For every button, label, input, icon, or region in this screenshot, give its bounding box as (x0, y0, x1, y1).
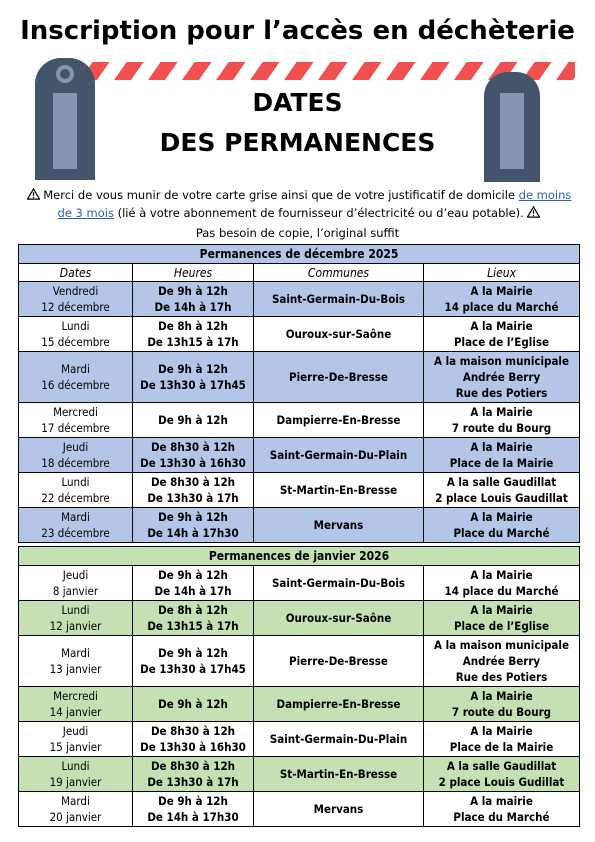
column-header-heures: Heures (133, 264, 254, 282)
cell-date-line: Lundi (61, 319, 90, 333)
cell-lieu (424, 438, 580, 473)
cell-date (19, 722, 133, 757)
cell-lieu-line: A la Mairie (470, 689, 533, 703)
cell-date (19, 352, 133, 403)
cell-date (19, 792, 133, 827)
cell-commune: Ouroux-sur-Saône (254, 317, 424, 352)
cell-hours-line: De 13h30 à 17h (147, 491, 239, 505)
cell-lieu (424, 722, 580, 757)
table-row (19, 508, 580, 543)
cell-hours (133, 757, 254, 792)
cell-commune: Saint-Germain-Du-Bois (254, 566, 424, 601)
cell-lieu-line: Rue des Potiers (455, 386, 548, 400)
cell-hours (133, 792, 254, 827)
cell-hours-line: De 13h30 à 17h45 (140, 662, 246, 676)
cell-hours-line: De 14h à 17h (154, 300, 232, 314)
cell-lieu (424, 687, 580, 722)
cell-date-line: Mardi (61, 646, 90, 660)
table-row (19, 473, 580, 508)
cell-lieu-line: 7 route du Bourg (451, 705, 552, 719)
cell-hours (133, 403, 254, 438)
cell-date-line: Lundi (61, 603, 90, 617)
cell-lieu-line: Andrée Berry (462, 370, 541, 384)
december-rows (19, 282, 580, 543)
cell-date-line: 15 décembre (41, 335, 110, 349)
cell-lieu-line: A la Mairie (470, 405, 533, 419)
cell-hours (133, 636, 254, 687)
cell-hours-line: De 13h30 à 16h30 (140, 456, 246, 470)
cell-date-line: Mardi (61, 362, 90, 376)
cell-lieu-line: A la maison municipale (434, 354, 569, 368)
cell-lieu-line: A la maison municipale (434, 638, 569, 652)
cell-date-line: 18 décembre (41, 456, 110, 470)
cell-date (19, 508, 133, 543)
cell-commune: Ouroux-sur-Saône (254, 601, 424, 636)
cell-hours-line: De 13h30 à 17h (147, 775, 239, 789)
cell-lieu-line: A la salle Gaudillat (446, 475, 557, 489)
cell-lieu (424, 636, 580, 687)
cell-date-line: Mercredi (53, 405, 98, 419)
cell-hours (133, 317, 254, 352)
cell-hours-line: De 9h à 12h (158, 510, 228, 524)
column-header-dates: Dates (19, 264, 133, 282)
cell-date-line: 12 décembre (41, 300, 110, 314)
cell-hours-line: De 14h à 17h (154, 584, 232, 598)
cell-date-line: 22 décembre (41, 491, 110, 505)
cell-lieu-line: Place du Marché (453, 526, 550, 540)
december-section-title: Permanences de décembre 2025 (19, 245, 580, 264)
cell-lieu (424, 757, 580, 792)
notice-part2: (lié à votre abonnement de fournisseur d’électricité ou d’eau potable). (113, 206, 528, 220)
cell-date (19, 757, 133, 792)
table-row (19, 317, 580, 352)
cell-lieu-line: 2 place Louis Gaudillat (435, 491, 568, 505)
cell-date-line: 17 décembre (41, 421, 110, 435)
january-rows (19, 566, 580, 827)
cell-lieu-line: Place de la Mairie (449, 456, 554, 470)
cell-hours-line: De 8h à 12h (158, 319, 228, 333)
cell-lieu (424, 508, 580, 543)
cell-lieu-line: Andrée Berry (462, 654, 541, 668)
cell-date-line: 13 janvier (49, 662, 102, 676)
subtitle-dates: DATES (252, 88, 343, 117)
cell-date-line: Jeudi (62, 440, 89, 454)
cell-hours-line: De 8h30 à 12h (150, 440, 236, 454)
cell-date (19, 473, 133, 508)
left-barrier-post (35, 58, 95, 180)
cell-hours (133, 438, 254, 473)
cell-lieu-line: A la Mairie (470, 510, 533, 524)
cell-hours (133, 722, 254, 757)
cell-commune: Mervans (254, 508, 424, 543)
cell-commune: Mervans (254, 792, 424, 827)
cell-hours-line: De 8h30 à 12h (150, 724, 236, 738)
cell-lieu-line: A la Mairie (470, 284, 533, 298)
cell-hours-line: De 9h à 12h (158, 413, 228, 427)
cell-lieu (424, 792, 580, 827)
cell-commune: Saint-Germain-Du-Bois (254, 282, 424, 317)
cell-lieu-line: A la mairie (470, 794, 533, 808)
cell-hours-line: De 9h à 12h (158, 794, 228, 808)
column-header-communes: Communes (254, 264, 424, 282)
cell-date (19, 282, 133, 317)
cell-date (19, 601, 133, 636)
notice-copy-note: Pas besoin de copie, l’original suffit (195, 226, 400, 240)
cell-commune: St-Martin-En-Bresse (254, 757, 424, 792)
table-row (19, 282, 580, 317)
cell-commune: St-Martin-En-Bresse (254, 473, 424, 508)
cell-commune: Dampierre-En-Bresse (254, 403, 424, 438)
cell-date-line: Jeudi (62, 568, 89, 582)
december-schedule-table (18, 244, 580, 543)
cell-hours-line: De 9h à 12h (158, 697, 228, 711)
cell-lieu-line: 14 place du Marché (444, 300, 559, 314)
cell-date-line: Mardi (61, 510, 90, 524)
notice-text (25, 186, 573, 222)
cell-lieu (424, 403, 580, 438)
notice-link[interactable]: de moins de 3 mois (57, 188, 572, 220)
cell-date (19, 566, 133, 601)
cell-hours-line: De 13h15 à 17h (147, 619, 239, 633)
cell-hours-line: De 14h à 17h30 (147, 810, 239, 824)
cell-hours-line: De 8h30 à 12h (150, 759, 236, 773)
cell-lieu-line: A la Mairie (470, 440, 533, 454)
cell-hours (133, 508, 254, 543)
cell-date-line: 12 janvier (49, 619, 102, 633)
table-row (19, 722, 580, 757)
cell-hours (133, 473, 254, 508)
cell-lieu-line: A la Mairie (470, 319, 533, 333)
notice-part1: Merci de vous munir de votre carte grise ainsi que de votre justificatif de domicile (39, 188, 519, 202)
table-row (19, 792, 580, 827)
cell-date-line: 16 décembre (41, 378, 110, 392)
cell-date (19, 317, 133, 352)
cell-hours (133, 566, 254, 601)
cell-lieu-line: 14 place du Marché (444, 584, 559, 598)
cell-date-line: Lundi (61, 759, 90, 773)
cell-date-line: Vendredi (52, 284, 99, 298)
cell-date-line: Mercredi (53, 689, 98, 703)
january-schedule-table (18, 546, 580, 827)
cell-date-line: 19 janvier (49, 775, 102, 789)
cell-date-line: 23 décembre (41, 526, 110, 540)
cell-commune: Saint-Germain-Du-Plain (254, 722, 424, 757)
cell-lieu-line: Rue des Potiers (455, 670, 548, 684)
cell-lieu-line: A la Mairie (470, 568, 533, 582)
cell-lieu (424, 473, 580, 508)
table-row (19, 566, 580, 601)
cell-date (19, 438, 133, 473)
january-section-title: Permanences de janvier 2026 (19, 547, 580, 566)
cell-hours-line: De 9h à 12h (158, 284, 228, 298)
warning-icon (27, 188, 40, 200)
cell-lieu-line: Place de la Mairie (449, 740, 554, 754)
cell-date-line: Jeudi (62, 724, 89, 738)
warning-icon (527, 206, 540, 218)
cell-hours-line: De 13h30 à 17h45 (140, 378, 246, 392)
cell-commune: Saint-Germain-Du-Plain (254, 438, 424, 473)
cell-hours-line: De 8h30 à 12h (150, 475, 236, 489)
cell-date (19, 403, 133, 438)
cell-lieu-line: 2 place Louis Gudillat (438, 775, 565, 789)
cell-commune: Pierre-De-Bresse (254, 636, 424, 687)
cell-hours-line: De 14h à 17h30 (147, 526, 239, 540)
cell-date-line: 20 janvier (49, 810, 102, 824)
table-row (19, 438, 580, 473)
cell-lieu (424, 282, 580, 317)
cell-date-line: Mardi (61, 794, 90, 808)
cell-hours-line: De 9h à 12h (158, 362, 228, 376)
table-row (19, 403, 580, 438)
cell-hours-line: De 9h à 12h (158, 646, 228, 660)
cell-lieu-line: Place de l’Eglise (453, 619, 550, 633)
cell-hours (133, 282, 254, 317)
cell-lieu (424, 352, 580, 403)
cell-lieu (424, 601, 580, 636)
table-row (19, 757, 580, 792)
cell-hours (133, 601, 254, 636)
cell-lieu-line: A la Mairie (470, 603, 533, 617)
cell-hours-line: De 13h30 à 16h30 (140, 740, 246, 754)
cell-hours (133, 352, 254, 403)
table-row (19, 601, 580, 636)
cell-hours (133, 687, 254, 722)
cell-date (19, 687, 133, 722)
cell-commune: Pierre-De-Bresse (254, 352, 424, 403)
cell-lieu-line: A la salle Gaudillat (446, 759, 557, 773)
subtitle-permanences: DES PERMANENCES (159, 128, 436, 157)
cell-hours-line: De 13h15 à 17h (147, 335, 239, 349)
cell-lieu (424, 566, 580, 601)
cell-hours-line: De 9h à 12h (158, 568, 228, 582)
cell-lieu-line: Place de l’Eglise (453, 335, 550, 349)
cell-lieu-line: Place du Marché (453, 810, 550, 824)
page-title: Inscription pour l’accès en déchèterie (20, 16, 575, 46)
cell-date-line: 14 janvier (49, 705, 102, 719)
cell-lieu (424, 317, 580, 352)
cell-lieu-line: 7 route du Bourg (451, 421, 552, 435)
cell-date-line: Lundi (61, 475, 90, 489)
table-row (19, 636, 580, 687)
cell-date (19, 636, 133, 687)
table-row (19, 352, 580, 403)
cell-hours-line: De 8h à 12h (158, 603, 228, 617)
cell-date-line: 8 janvier (52, 584, 99, 598)
cell-lieu-line: A la Mairie (470, 724, 533, 738)
table-row (19, 687, 580, 722)
column-header-lieux: Lieux (424, 264, 580, 282)
cell-date-line: 15 janvier (49, 740, 102, 754)
cell-commune: Dampierre-En-Bresse (254, 687, 424, 722)
